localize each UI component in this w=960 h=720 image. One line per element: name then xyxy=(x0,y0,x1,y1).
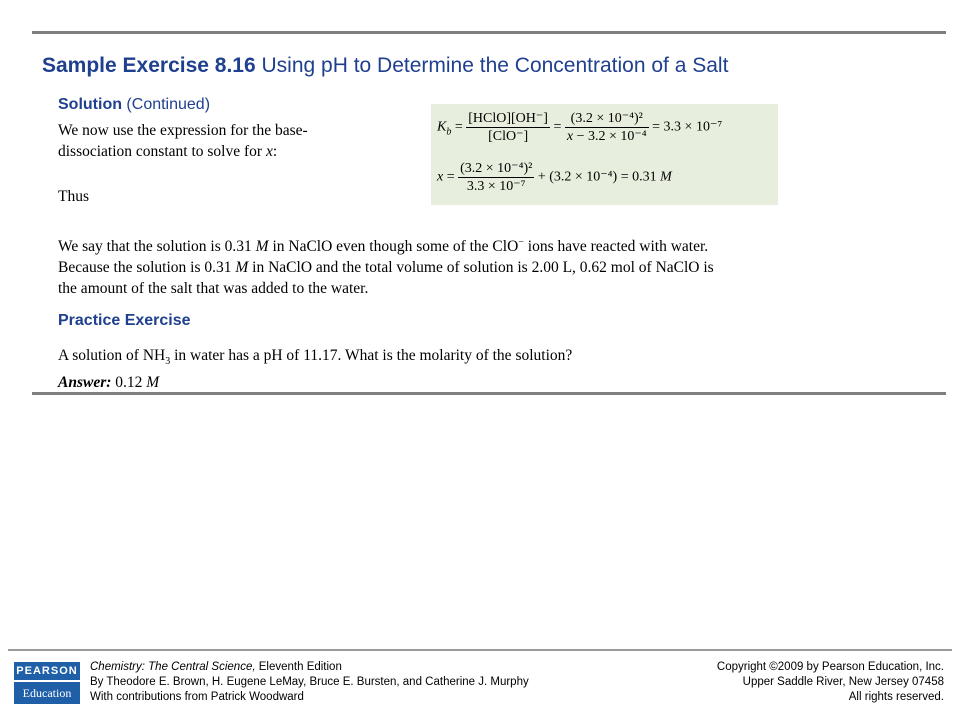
intro-line-2: dissociation constant to solve for x: xyxy=(58,143,278,160)
book-credits xyxy=(90,660,529,705)
copyright-line: Copyright ©2009 by Pearson Education, Inc. xyxy=(716,661,944,673)
rights-line: All rights reserved. xyxy=(848,691,944,703)
para-line-1: We say that the solution is 0.31 M in NaClO even though some of the ClO− ions have reacted with water. xyxy=(58,237,709,256)
solution-paragraph xyxy=(58,232,714,299)
para-line-2: Because the solution is 0.31 M in NaClO and the total volume of solution is 2.00 L, 0.62 mol of NaClO is xyxy=(58,259,714,277)
x-equation: x = $\frac{\text{(3.2 × 10⁻⁴)²}}{\text{3.3 × 10⁻⁷}}$ + (3.2 × 10⁻⁴) = 0.31 M xyxy=(437,161,672,194)
practice-question: A solution of $NH_3$ in water has a pH of 11.17. What is the molarity of the solution? xyxy=(58,347,573,368)
practice-body xyxy=(58,345,572,393)
practice-answer: Answer: 0.12 M xyxy=(58,374,160,392)
solution-label: Solution xyxy=(58,96,122,113)
equation-box xyxy=(431,104,778,205)
solution-intro xyxy=(58,120,308,162)
para-line-3: the amount of the salt that was added to the water. xyxy=(58,280,369,298)
title-exercise-number: Sample Exercise 8.16 xyxy=(42,54,256,77)
footer-divider xyxy=(8,649,952,651)
intro-line-1: We now use the expression for the base- xyxy=(58,122,308,139)
kb-equation: $K_b$ = $\frac{\text{[HClO][OH⁻]}}{\text{[ClO⁻]}}$ = $\frac{\text{(3.2 × 10⁻⁴)²}}{\text{x − 3.2 × 10⁻⁴}}$ = 3.3 × 10⁻⁷ xyxy=(437,111,723,144)
top-divider xyxy=(32,31,946,34)
book-title-line: Chemistry: The Central Science, Eleventh Edition xyxy=(90,661,342,673)
solution-heading xyxy=(58,96,210,114)
section-divider xyxy=(32,392,946,395)
practice-heading: Practice Exercise xyxy=(58,312,191,329)
contributions-line: With contributions from Patrick Woodward xyxy=(90,691,304,703)
copyright-block xyxy=(717,660,944,705)
pearson-logo: PEARSON Education xyxy=(14,662,80,704)
authors-line: By Theodore E. Brown, H. Eugene LeMay, Bruce E. Bursten, and Catherine J. Murphy xyxy=(90,676,529,688)
page-title xyxy=(42,54,728,78)
solution-continued: (Continued) xyxy=(121,96,211,113)
thus-text: Thus xyxy=(58,188,89,205)
address-line: Upper Saddle River, New Jersey 07458 xyxy=(742,676,944,688)
title-text: Using pH to Determine the Concentration of a Salt xyxy=(255,54,729,77)
